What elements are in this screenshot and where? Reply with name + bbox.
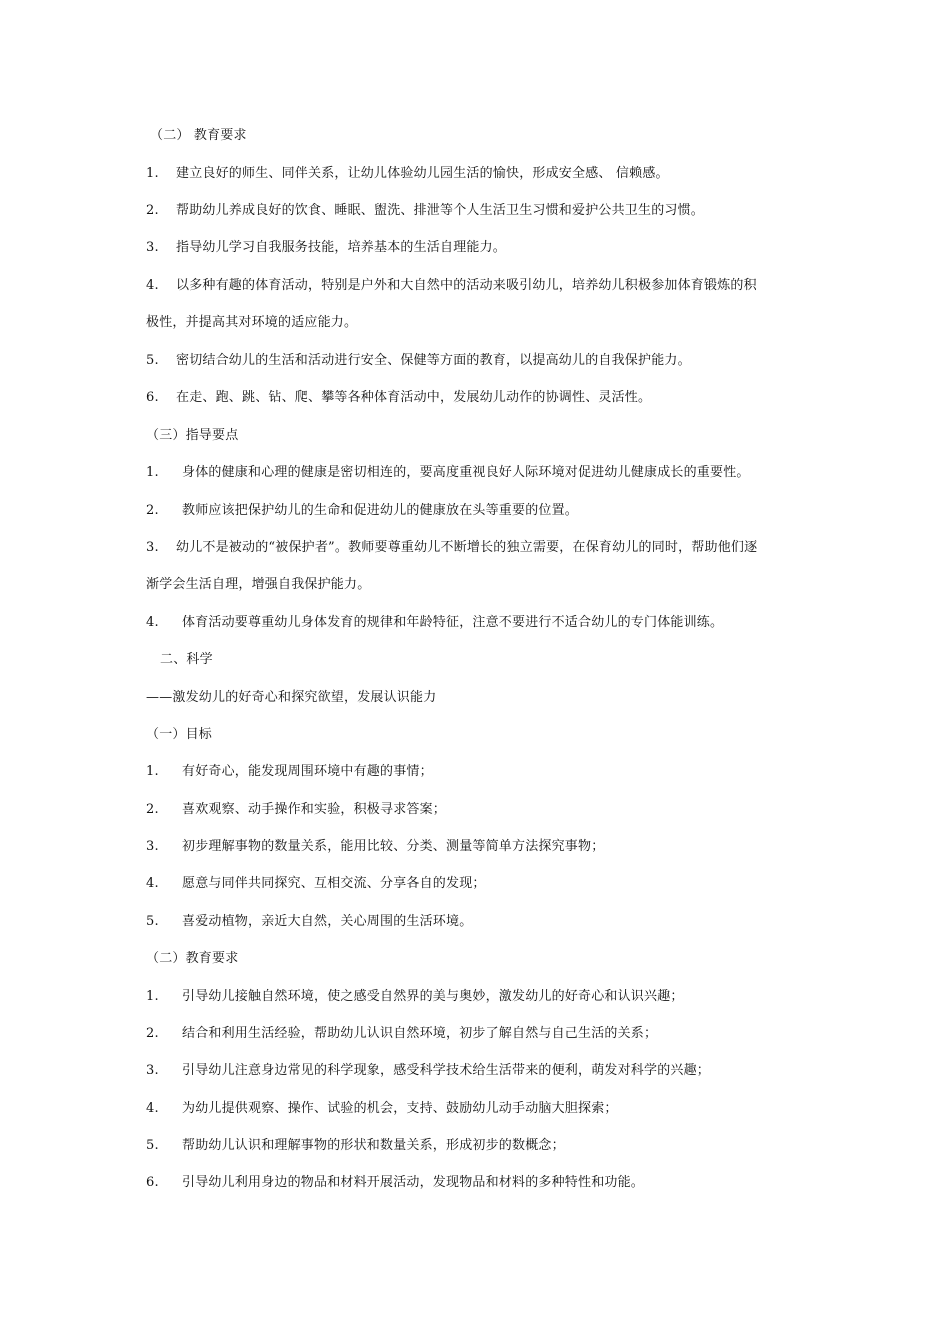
item-text: 帮助幼儿养成良好的饮食、睡眠、盥洗、排泄等个人生活卫生习惯和爱护公共卫生的习惯。 <box>176 203 705 218</box>
list-item <box>146 802 446 818</box>
item-text: 初步理解事物的数量关系，能用比较、分类、测量等简单方法探究事物； <box>182 839 605 854</box>
list-item <box>146 240 506 256</box>
item-text: 教师应该把保护幼儿的生命和促进幼儿的健康放在头等重要的位置。 <box>182 503 579 518</box>
item-text: 结合和利用生活经验，帮助幼儿认识自然环境，初步了解自然与自己生活的关系； <box>182 1026 658 1041</box>
item-text: 指导幼儿学习自我服务技能，培养基本的生活自理能力。 <box>176 240 507 255</box>
section-heading: （二） 教育要求 <box>150 128 247 143</box>
item-number: 1. <box>146 764 159 779</box>
item-text: 引导幼儿接触自然环境，使之感受自然界的美与奥妙，激发幼儿的好奇心和认识兴趣； <box>182 989 684 1004</box>
item-text: 在走、跑、跳、钻、爬、攀等各种体育活动中，发展幼儿动作的协调性、灵活性。 <box>176 390 652 405</box>
list-item <box>146 876 486 892</box>
list-item <box>146 503 578 519</box>
list-item <box>146 1175 644 1191</box>
item-number: 2. <box>146 802 159 817</box>
item-text: 引导幼儿利用身边的物品和材料开展活动，发现物品和材料的多种特性和功能。 <box>182 1175 645 1190</box>
list-item <box>146 1101 618 1117</box>
item-number: 1. <box>146 166 159 181</box>
item-number: 6. <box>146 390 159 405</box>
item-text: 引导幼儿注意身边常见的科学现象，感受科学技术给生活带来的便利，萌发对科学的兴趣； <box>182 1063 711 1078</box>
list-item <box>146 540 757 556</box>
list-item <box>146 839 604 855</box>
item-number: 6. <box>146 1175 159 1190</box>
item-number: 5. <box>146 914 159 929</box>
list-item <box>146 203 704 219</box>
item-number: 5. <box>146 353 159 368</box>
list-item <box>146 989 684 1005</box>
item-text: 愿意与同伴共同探究、互相交流、分享各自的发现； <box>182 876 486 891</box>
item-text: 喜欢观察、动手操作和实验，积极寻求答案； <box>182 802 447 817</box>
item-number: 3. <box>146 1063 159 1078</box>
list-item-continuation: 渐学会生活自理，增强自我保护能力。 <box>146 577 371 592</box>
list-item <box>146 1138 565 1154</box>
list-item <box>146 1063 710 1079</box>
item-number: 5. <box>146 1138 159 1153</box>
section-heading: （三）指导要点 <box>146 428 239 443</box>
list-item <box>146 166 669 182</box>
item-number: 4. <box>146 1101 159 1116</box>
item-text: 喜爱动植物，亲近大自然，关心周围的生活环境。 <box>182 914 473 929</box>
item-number: 3. <box>146 839 159 854</box>
list-item <box>146 353 691 369</box>
item-text: 建立良好的师生、同伴关系，让幼儿体验幼儿园生活的愉快，形成安全感、 信赖感。 <box>176 166 669 181</box>
list-item <box>146 278 757 294</box>
list-item-continuation: 极性，并提高其对环境的适应能力。 <box>146 315 358 330</box>
item-number: 4. <box>146 278 159 293</box>
list-item <box>146 465 750 481</box>
item-number: 4. <box>146 615 159 630</box>
item-text: 以多种有趣的体育活动，特别是户外和大自然中的活动来吸引幼儿，培养幼儿积极参加体育锻炼的积 <box>176 278 757 293</box>
list-item <box>146 615 723 631</box>
item-number: 2. <box>146 203 159 218</box>
item-number: 2. <box>146 503 159 518</box>
list-item <box>146 1026 657 1042</box>
section-title: 二、科学 <box>160 652 213 667</box>
item-text: 幼儿不是被动的“被保护者”。教师要尊重幼儿不断增长的独立需要，在保育幼儿的同时，帮助他们逐 <box>176 540 758 555</box>
item-text: 体育活动要尊重幼儿身体发育的规律和年龄特征，注意不要进行不适合幼儿的专门体能训练。 <box>182 615 724 630</box>
item-text: 密切结合幼儿的生活和活动进行安全、保健等方面的教育，以提高幼儿的自我保护能力。 <box>176 353 691 368</box>
item-text: 为幼儿提供观察、操作、试验的机会，支持、鼓励幼儿动手动脑大胆探索； <box>182 1101 618 1116</box>
item-number: 3. <box>146 540 159 555</box>
section-heading: （二）教育要求 <box>146 951 239 966</box>
item-number: 2. <box>146 1026 159 1041</box>
section-heading: （一）目标 <box>146 727 213 742</box>
item-number: 4. <box>146 876 159 891</box>
item-number: 3. <box>146 240 159 255</box>
item-number: 1. <box>146 465 159 480</box>
list-item <box>146 764 433 780</box>
item-text: 身体的健康和心理的健康是密切相连的，要高度重视良好人际环境对促进幼儿健康成长的重要性。 <box>182 465 750 480</box>
section-subtitle: ——激发幼儿的好奇心和探究欲望，发展认识能力 <box>146 690 437 705</box>
item-text: 帮助幼儿认识和理解事物的形状和数量关系，形成初步的数概念； <box>182 1138 565 1153</box>
item-text: 有好奇心，能发现周围环境中有趣的事情； <box>182 764 433 779</box>
item-number: 1. <box>146 989 159 1004</box>
list-item <box>146 390 651 406</box>
list-item <box>146 914 472 930</box>
